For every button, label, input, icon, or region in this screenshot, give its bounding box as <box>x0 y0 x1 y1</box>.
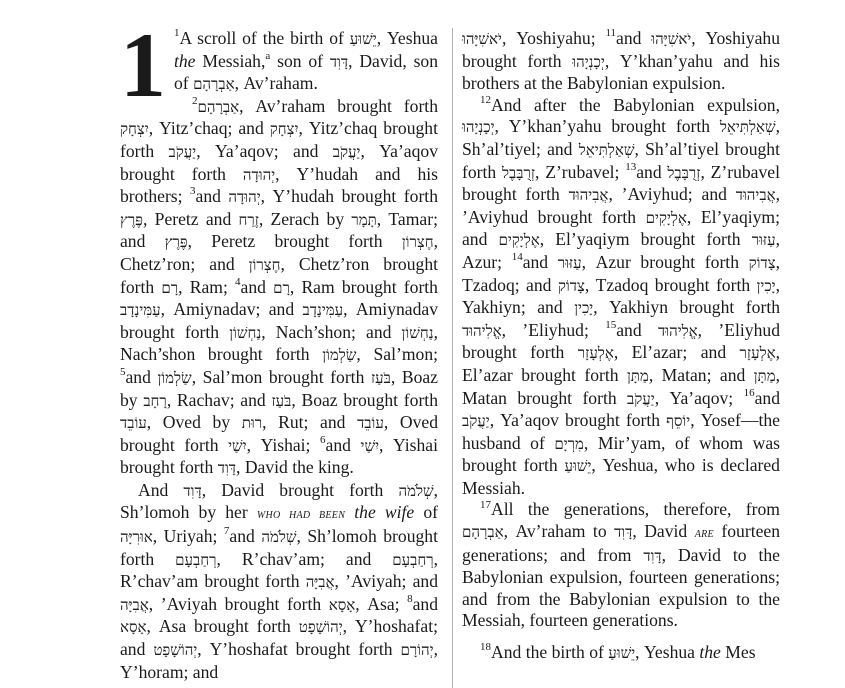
text-run: , Nach’shon; and <box>261 321 402 342</box>
hebrew-name: אֲבִיָּה <box>305 573 335 592</box>
text-run: and <box>240 276 274 297</box>
left-column <box>120 14 439 683</box>
paragraph <box>120 480 438 683</box>
hebrew-name: דָּוִד <box>614 523 633 542</box>
verse-number: 4 <box>235 275 241 288</box>
hebrew-name: יְכָנְיָהוּ <box>462 118 495 137</box>
hebrew-name: יֵשׁוּעַ <box>564 457 592 476</box>
text-run: , Yosef—the husband of <box>462 410 780 453</box>
text-run: , ’Aviyhud brought forth <box>462 184 780 227</box>
hebrew-name: דָּוִד <box>217 459 237 478</box>
text-run: , El’yaqiym brought forth <box>539 229 752 250</box>
text-run: , Matan brought forth <box>462 364 780 408</box>
hebrew-name: יֵשׁוּעַ <box>349 30 377 48</box>
text-run: , Z’rubavel brought forth <box>462 161 780 205</box>
text-run: All the generations, therefore, from <box>491 499 780 520</box>
hebrew-name: אֱלִיהוּד <box>462 321 502 340</box>
text-run: , Yitz’chaq brought forth <box>120 118 438 161</box>
verse-number: 2 <box>192 94 198 107</box>
hebrew-name: עַזּוּר <box>557 253 582 272</box>
text-run: , Av’raham brought forth <box>239 95 438 116</box>
paragraph <box>462 28 780 95</box>
verse-number: 12 <box>480 93 491 106</box>
small-caps-text: are <box>694 526 714 542</box>
hebrew-name: בֹּעַז <box>370 368 391 387</box>
hebrew-name: יְהוּדָה <box>228 188 261 207</box>
text-run: , R’chav’am brought forth <box>120 548 438 592</box>
hebrew-name: רָם <box>161 278 179 297</box>
text-run: , Y’khan’yahu brought forth <box>494 116 720 137</box>
text-run: , David <box>632 521 695 542</box>
text-run: and <box>616 319 659 340</box>
text-run: , Yakhiyn; and <box>462 274 780 318</box>
verse-number: 14 <box>511 251 523 264</box>
text-run: , Rachav; and <box>166 389 272 410</box>
text-run: , Yeshua <box>635 642 700 663</box>
text-run: , Sal’mon brought forth <box>191 366 371 387</box>
text-run: , Yoshiyahu; <box>501 28 606 48</box>
hebrew-name: יְהוּדָה <box>242 165 276 184</box>
hebrew-name: מַתָּן <box>753 366 776 385</box>
text-run: Mes <box>720 642 756 663</box>
text-run: , R’chav’am; and <box>216 548 393 569</box>
text-run: , Sh’lomoh by her <box>120 479 438 523</box>
hebrew-name: זֶרַח <box>238 210 259 229</box>
hebrew-name: זְרֻבָּבֶל <box>667 163 701 182</box>
hebrew-name: זְרֻבָּבֶל <box>501 163 536 182</box>
text-run: A scroll of the birth of <box>179 28 350 48</box>
text-run: and <box>412 593 438 614</box>
text-run: , Boaz by <box>120 366 438 410</box>
hebrew-name: אֲבִיהוּד <box>568 186 609 205</box>
hebrew-name: אֶלְיָקִים <box>645 208 687 227</box>
hebrew-name: אֶלְעָזָר <box>577 344 614 363</box>
text-run: , Yoshiyahu brought forth <box>462 28 780 71</box>
hebrew-name: יֹאשִׁיָּהוּ <box>462 30 502 48</box>
verse-number: 5 <box>120 366 126 379</box>
text-run <box>345 502 354 522</box>
hebrew-name: יָכִין <box>574 299 594 318</box>
text-run: , Sal’mon; <box>356 344 439 365</box>
hebrew-name: אֶלְיָקִים <box>498 231 540 250</box>
hebrew-name: נַחְשׁוֹן <box>401 323 434 342</box>
text-run: , Boaz brought forth <box>291 389 438 410</box>
column-divider <box>452 28 453 688</box>
hebrew-name: רְחַבְעָם <box>175 550 217 569</box>
text-run: and <box>754 387 780 408</box>
text-run: , Y’horam; and <box>120 639 438 682</box>
hebrew-name: יִשַׁי <box>360 436 380 455</box>
text-run: , Mir’yam, of whom was brought forth <box>462 432 780 476</box>
text-run: And the birth of <box>491 642 609 663</box>
text-run: , Yishai; <box>246 434 321 455</box>
hebrew-name: חֶצְרוֹן <box>401 233 434 252</box>
text-run: , Ya’aqov brought forth <box>489 410 667 431</box>
verse-number: 7 <box>223 525 230 538</box>
text-run: , Av’raham. <box>234 73 318 94</box>
footnote-marker: a <box>265 49 271 62</box>
text-run: and <box>195 186 229 207</box>
hebrew-name: שַׂלְמוֹן <box>157 368 192 387</box>
text-run: of <box>414 502 439 523</box>
hebrew-name: אֲבִיהוּד <box>735 186 776 205</box>
verse-number: 1 <box>174 27 180 40</box>
hebrew-name: יְהוֹשָׁפָט <box>153 641 198 660</box>
text-run: , David, son of <box>174 50 439 94</box>
text-run: , El’yaqiym; and <box>462 206 780 250</box>
hebrew-name: יַעֲקֹב <box>462 412 490 431</box>
hebrew-name: יְכָנְיָהוּ <box>572 52 605 71</box>
hebrew-name: אֲבִיָּה <box>120 595 149 614</box>
hebrew-name: עוֹבֵד <box>357 414 384 433</box>
hebrew-name: פֶּרֶץ <box>164 233 188 252</box>
hebrew-name: יְהוֹשָׁפָט <box>298 618 343 637</box>
hebrew-name: יְהוֹרָם <box>400 641 434 660</box>
text-run: , Sh’al’tiyel brought forth <box>462 138 780 182</box>
text-run: , Av’raham to <box>503 521 615 542</box>
hebrew-name: צָדוֹק <box>557 276 585 295</box>
hebrew-name: רָחָב <box>143 391 167 410</box>
text-run: , Y’hoshafat brought forth <box>197 639 401 660</box>
text-run: , Yakhiyn brought forth <box>593 297 781 318</box>
hebrew-name: רָם <box>273 278 290 297</box>
hebrew-name: שְׁלֹמֹה <box>261 528 297 547</box>
verse-number: 16 <box>743 386 755 399</box>
hebrew-name: יַעֲקֹב <box>332 142 361 161</box>
text-run: , Ram; <box>178 276 236 297</box>
text-run: , Azur brought forth <box>581 251 749 272</box>
hebrew-name: אַבְרָהָם <box>197 97 240 116</box>
text-run: , Oved by <box>146 412 242 433</box>
hebrew-name: רְחַבְעָם <box>392 550 434 569</box>
hebrew-name: יֹאשִׁיָּהוּ <box>651 30 692 48</box>
hebrew-name: שְׁלֹמֹה <box>398 481 434 500</box>
text-run: , Yeshua <box>376 28 438 48</box>
hebrew-name: יַעֲקֹב <box>168 142 197 161</box>
hebrew-name: עַמִּינָדָב <box>302 301 344 320</box>
hebrew-name: אָסָא <box>120 618 147 637</box>
chapter-number: 1 <box>120 14 166 116</box>
text-run: , Peretz and <box>143 208 239 229</box>
hebrew-name: דָּוִד <box>183 481 202 500</box>
text-run: , Peretz brought forth <box>187 231 402 252</box>
hebrew-name: עַמִּינָדָב <box>120 301 161 320</box>
text-run: , ’Aviyah; and <box>334 571 438 592</box>
paragraph <box>462 642 780 665</box>
text-run: son of <box>270 50 330 71</box>
text-run: , El’azar brought forth <box>462 342 780 385</box>
hebrew-name: מִרְיָם <box>554 434 584 453</box>
small-caps-text: who had been <box>256 507 346 523</box>
hebrew-name: יָכִין <box>756 276 776 295</box>
text-run: , Uriyah; <box>152 526 224 547</box>
text-run: , Tamar; and <box>120 208 438 252</box>
hebrew-name: רוּת <box>241 414 263 433</box>
text-run: and <box>125 366 158 387</box>
text-run: Messiah, <box>195 50 266 71</box>
text-run: , Tzadoq; and <box>462 251 780 295</box>
hebrew-name: אֱלִיהוּד <box>658 321 698 340</box>
verse-number: 13 <box>625 160 637 173</box>
italic-text: the <box>174 50 196 71</box>
hebrew-name: דָּוִד <box>329 52 349 71</box>
text-run: , El’azar; and <box>613 342 740 363</box>
text-run: , Y’hudah and his brothers; <box>120 163 438 207</box>
hebrew-name: יַעֲקֹב <box>627 389 655 408</box>
text-run: , Chetz’ron; and <box>120 231 438 274</box>
hebrew-name: תָּמָר <box>351 210 377 229</box>
text-run: , Yitz’chaq; and <box>148 118 270 139</box>
hebrew-name: אוּרִיָּה <box>120 528 153 547</box>
text-run: , Amiynadav brought forth <box>120 299 439 342</box>
text-run: fourteen generations; and from <box>462 521 780 565</box>
verse-number: 3 <box>190 185 196 198</box>
hebrew-name: אֶלְעָזָר <box>739 344 776 363</box>
text-run: , Amiynadav; and <box>160 299 303 320</box>
text-run: , Sh’lomoh brought forth <box>120 526 438 569</box>
hebrew-name: יוֹסֵף <box>666 412 691 431</box>
hebrew-name: עַזּוּר <box>751 231 776 250</box>
text-run: , Asa brought forth <box>146 616 299 637</box>
hebrew-name: פֶּרֶץ <box>120 210 144 229</box>
text-run: , Y’khan’yahu and his brothers at the Babylonian expulsion. <box>462 50 780 94</box>
text-run: , Oved brought forth <box>120 412 439 455</box>
hebrew-name: חֶצְרוֹן <box>248 255 281 274</box>
text-run: and <box>325 434 361 455</box>
hebrew-name: בֹּעַז <box>271 391 292 410</box>
hebrew-name: שְׁאַלְתִּיאֵל <box>578 140 635 159</box>
text-run: , ’Eliyhud; <box>501 319 606 340</box>
text-run: , Ya’aqov brought forth <box>120 140 439 184</box>
text-run: , Ya’aqov; and <box>196 140 333 161</box>
paragraph <box>462 499 780 632</box>
paragraph <box>462 95 780 500</box>
text-run: , Chetz’ron brought forth <box>120 253 439 297</box>
verse-number: 15 <box>605 318 617 331</box>
text-run: , Asa; <box>355 593 408 614</box>
text-run: , Sh’al’tiyel; and <box>462 116 780 159</box>
verse-number: 8 <box>407 592 413 605</box>
italic-text: the <box>699 642 721 663</box>
text-run: and <box>229 526 262 547</box>
paragraph <box>120 96 438 480</box>
text-run: , ’Aviyhud; and <box>608 184 736 205</box>
text-run: , David the king. <box>236 457 354 478</box>
text-run: , Zerach by <box>258 208 352 229</box>
text-run: , Z’rubavel; <box>535 161 626 182</box>
verse-number: 17 <box>480 498 491 511</box>
text-run: , Y’hudah brought forth <box>260 186 438 207</box>
paragraph <box>120 28 438 96</box>
text-run: , Rut; and <box>262 412 358 433</box>
hebrew-name: שְׁאַלְתִּיאֵל <box>719 118 776 137</box>
hebrew-name: יֵשׁוּעַ <box>608 644 636 663</box>
hebrew-name: שַׂלְמוֹן <box>322 346 357 365</box>
italic-text: the wife <box>354 502 415 523</box>
text-run: And <box>138 479 184 500</box>
hebrew-name: יִשַׁי <box>228 436 247 455</box>
text-run: , Nach’shon brought forth <box>120 321 438 365</box>
text-run: , Yishai brought forth <box>120 434 438 478</box>
text-run: And after the Babylonian expulsion, <box>491 94 780 115</box>
right-column <box>462 28 780 665</box>
text-run: , Tzadoq brought forth <box>584 274 757 295</box>
text-run: , ’Eliyhud brought forth <box>462 319 780 363</box>
verse-number: 18 <box>480 641 491 654</box>
text-run: , Yeshua, who is declared Messiah. <box>462 455 780 498</box>
text-run: and <box>636 161 668 182</box>
paragraph-gap <box>462 632 780 642</box>
text-run: , Y’hoshafat; and <box>120 616 438 660</box>
hebrew-name: אַבְרָהָם <box>193 75 235 94</box>
text-run: , ’Aviyah brought forth <box>148 593 329 614</box>
text-run: , David brought forth <box>201 479 399 500</box>
text-run: and <box>616 28 652 48</box>
verse-number: 11 <box>605 27 617 40</box>
text-run: , Azur; <box>462 229 780 272</box>
text-run: , Ram brought forth <box>289 276 438 297</box>
text-run: , Matan; and <box>648 364 754 385</box>
text-run: , David to the Babylonian expulsion, fourteen generations; and from the Babylonian expulsion to the Messiah, fourteen generations. <box>462 544 780 631</box>
hebrew-name: עוֹבֵד <box>120 414 147 433</box>
hebrew-name: אַבְרָהָם <box>462 523 504 542</box>
hebrew-name: צָדוֹק <box>748 253 776 272</box>
hebrew-name: יִצְחָק <box>269 120 299 139</box>
text-run: and <box>522 251 558 272</box>
hebrew-name: אָסָא <box>328 595 356 614</box>
hebrew-name: דָּוִד <box>643 546 662 565</box>
text-run: , Ya’aqov; <box>654 387 744 408</box>
hebrew-name: נַחְשׁוֹן <box>229 323 262 342</box>
hebrew-name: יִצְחָק <box>120 120 149 139</box>
verse-number: 6 <box>320 433 326 446</box>
hebrew-name: מַתָּן <box>626 366 649 385</box>
